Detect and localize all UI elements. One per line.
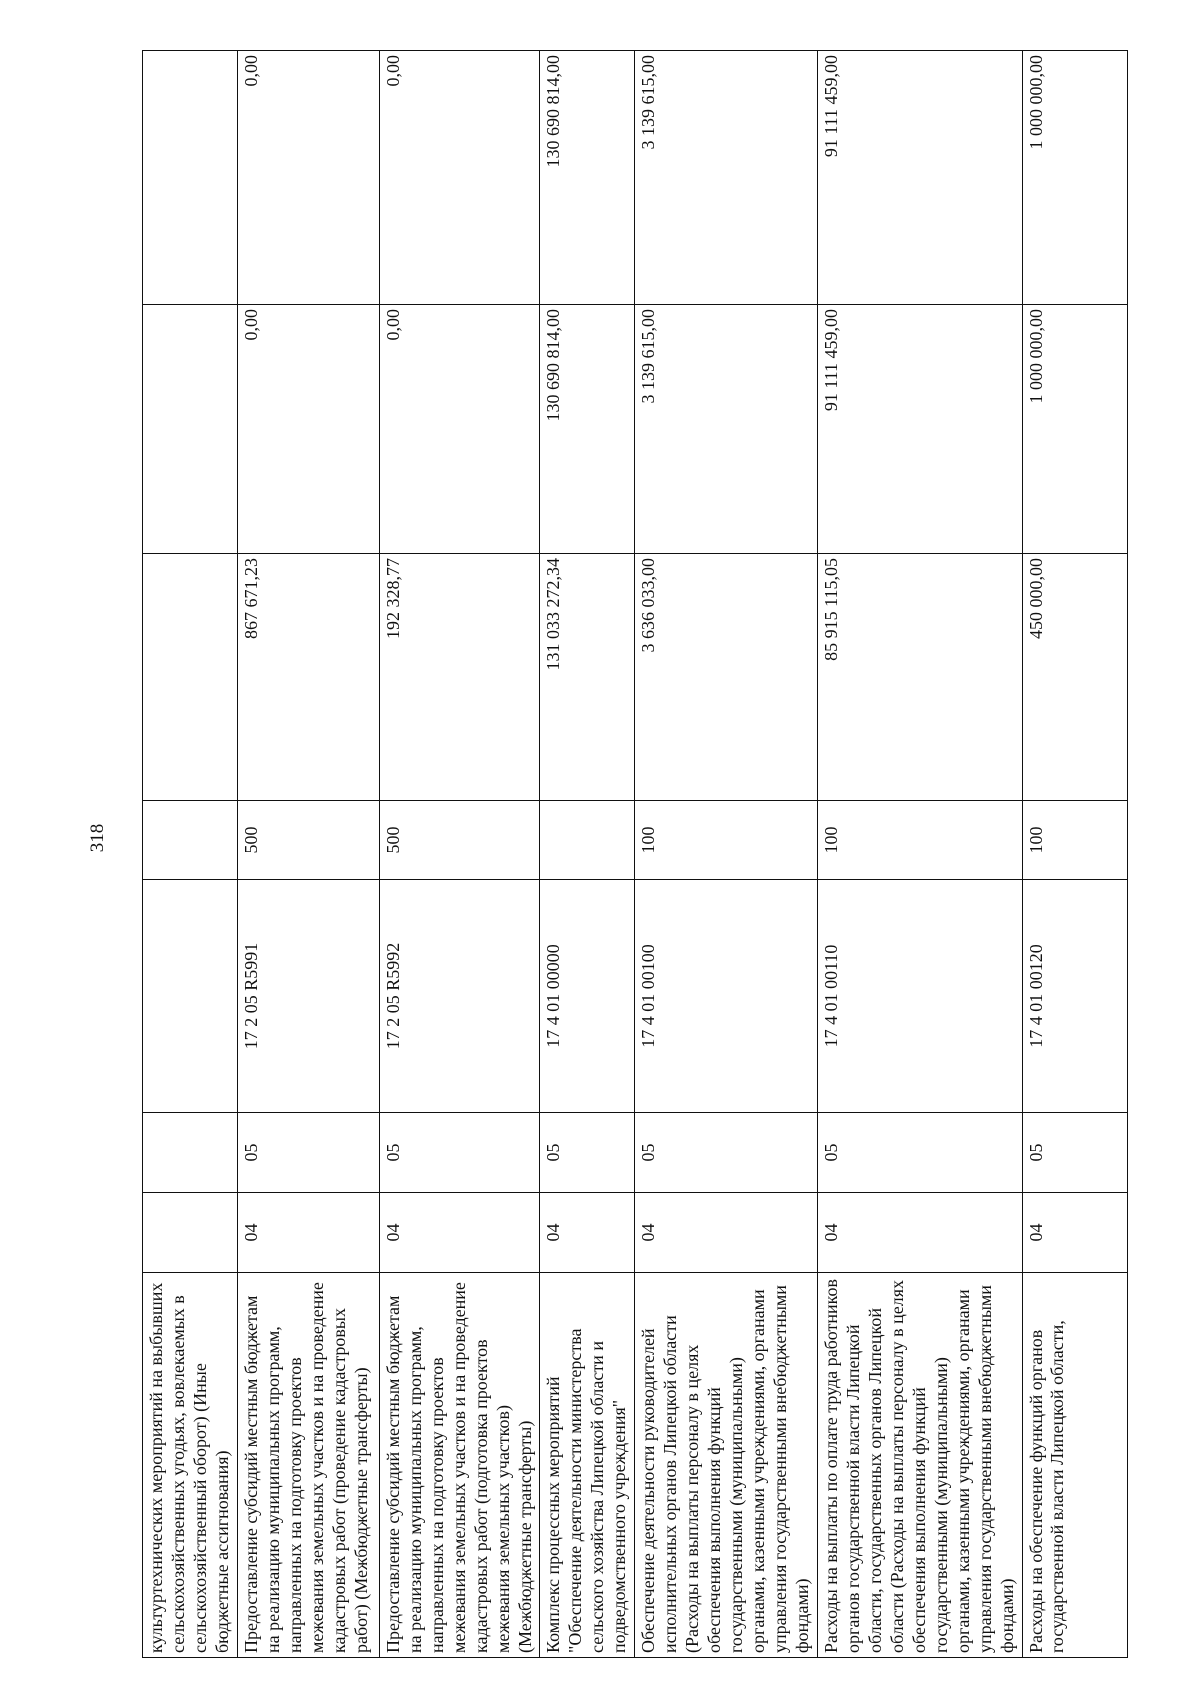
target-article-code: 17 2 05 R5991	[237, 880, 379, 1113]
amount-year-1: 192 328,77	[379, 554, 540, 801]
amount-year-2	[143, 305, 238, 554]
section-code	[143, 1193, 238, 1273]
section-code: 04	[237, 1193, 379, 1273]
row-description: Предоставление субсидий местным бюджетам на реализацию муниципальных программ, направленных на подготовку проектов межевания земельных участков и на проведение кадастровых работ (подготовка проектов межевания земельных участков) (Межбюджетные трансферты)	[379, 1273, 540, 1658]
expense-type-code: 500	[379, 801, 540, 880]
expense-type-code: 500	[237, 801, 379, 880]
target-article-code	[143, 880, 238, 1113]
table-row	[237, 51, 379, 1658]
amount-year-1: 450 000,00	[1022, 554, 1127, 801]
amount-year-1: 867 671,23	[237, 554, 379, 801]
amount-year-3: 1 000 000,00	[1022, 51, 1127, 305]
expense-type-code	[143, 801, 238, 880]
amount-year-1: 3 636 033,00	[635, 554, 818, 801]
amount-year-3: 0,00	[237, 51, 379, 305]
subsection-code: 05	[379, 1113, 540, 1193]
subsection-code: 05	[817, 1113, 1022, 1193]
amount-year-2: 0,00	[379, 305, 540, 554]
target-article-code: 17 4 01 00110	[817, 880, 1022, 1113]
amount-year-3: 130 690 814,00	[540, 51, 635, 305]
expense-type-code: 100	[635, 801, 818, 880]
amount-year-3: 3 139 615,00	[635, 51, 818, 305]
amount-year-2: 3 139 615,00	[635, 305, 818, 554]
table-row	[635, 51, 818, 1658]
table-row	[817, 51, 1022, 1658]
amount-year-3: 0,00	[379, 51, 540, 305]
row-description: Комплекс процессных мероприятий "Обеспечение деятельности министерства сельского хозяйства Липецкой области и подведомственного учреждения"	[540, 1273, 635, 1658]
table-row	[143, 51, 238, 1658]
target-article-code: 17 4 01 00100	[635, 880, 818, 1113]
section-code: 04	[540, 1193, 635, 1273]
amount-year-1: 131 033 272,34	[540, 554, 635, 801]
section-code: 04	[817, 1193, 1022, 1273]
row-description: Предоставление субсидий местным бюджетам на реализацию муниципальных программ, направленных на подготовку проектов межевания земельных участков и на проведение кадастровых работ (проведение кадастровых работ) (Межбюджетные трансферты)	[237, 1273, 379, 1658]
section-code: 04	[635, 1193, 818, 1273]
target-article-code: 17 4 01 00000	[540, 880, 635, 1113]
amount-year-1: 85 915 115,05	[817, 554, 1022, 801]
subsection-code: 05	[635, 1113, 818, 1193]
expense-type-code: 100	[817, 801, 1022, 880]
section-code: 04	[1022, 1193, 1127, 1273]
page-number: 318	[87, 823, 108, 853]
row-description: Обеспечение деятельности руководителей исполнительных органов Липецкой области (Расходы на выплаты персоналу в целях обеспечения выполнения функций государственными (муниципальными) органами, казенными учреждениями, органами управления государственными внебюджетными фондами)	[635, 1273, 818, 1658]
table-row	[1022, 51, 1127, 1658]
table-row	[379, 51, 540, 1658]
amount-year-3	[143, 51, 238, 305]
amount-year-3: 91 111 459,00	[817, 51, 1022, 305]
row-description: Расходы на обеспечение функций органов государственной власти Липецкой области,	[1022, 1273, 1127, 1658]
row-description: культуртехнических мероприятий на выбывших сельскохозяйственных угодьях, вовлекаемых в сельскохозяйственный оборот) (Иные бюджетные ассигнования)	[143, 1273, 238, 1658]
amount-year-2: 91 111 459,00	[817, 305, 1022, 554]
table-row	[540, 51, 635, 1658]
subsection-code: 05	[237, 1113, 379, 1193]
target-article-code: 17 2 05 R5992	[379, 880, 540, 1113]
row-description: Расходы на выплаты по оплате труда работников органов государственной власти Липецкой области, государственных органов Липецкой области (Расходы на выплаты персоналу в целях обеспечения выполнения функций государственными (муниципальными) органами, казенными учреждениями, органами управления государственными внебюджетными фондами)	[817, 1273, 1022, 1658]
subsection-code	[143, 1113, 238, 1193]
expense-type-code: 100	[1022, 801, 1127, 880]
target-article-code: 17 4 01 00120	[1022, 880, 1127, 1113]
amount-year-2: 0,00	[237, 305, 379, 554]
amount-year-1	[143, 554, 238, 801]
amount-year-2: 130 690 814,00	[540, 305, 635, 554]
rotated-table-sheet	[142, 51, 1066, 1658]
section-code: 04	[379, 1193, 540, 1273]
amount-year-2: 1 000 000,00	[1022, 305, 1127, 554]
subsection-code: 05	[1022, 1113, 1127, 1193]
budget-table	[142, 50, 1128, 1658]
expense-type-code	[540, 801, 635, 880]
subsection-code: 05	[540, 1113, 635, 1193]
